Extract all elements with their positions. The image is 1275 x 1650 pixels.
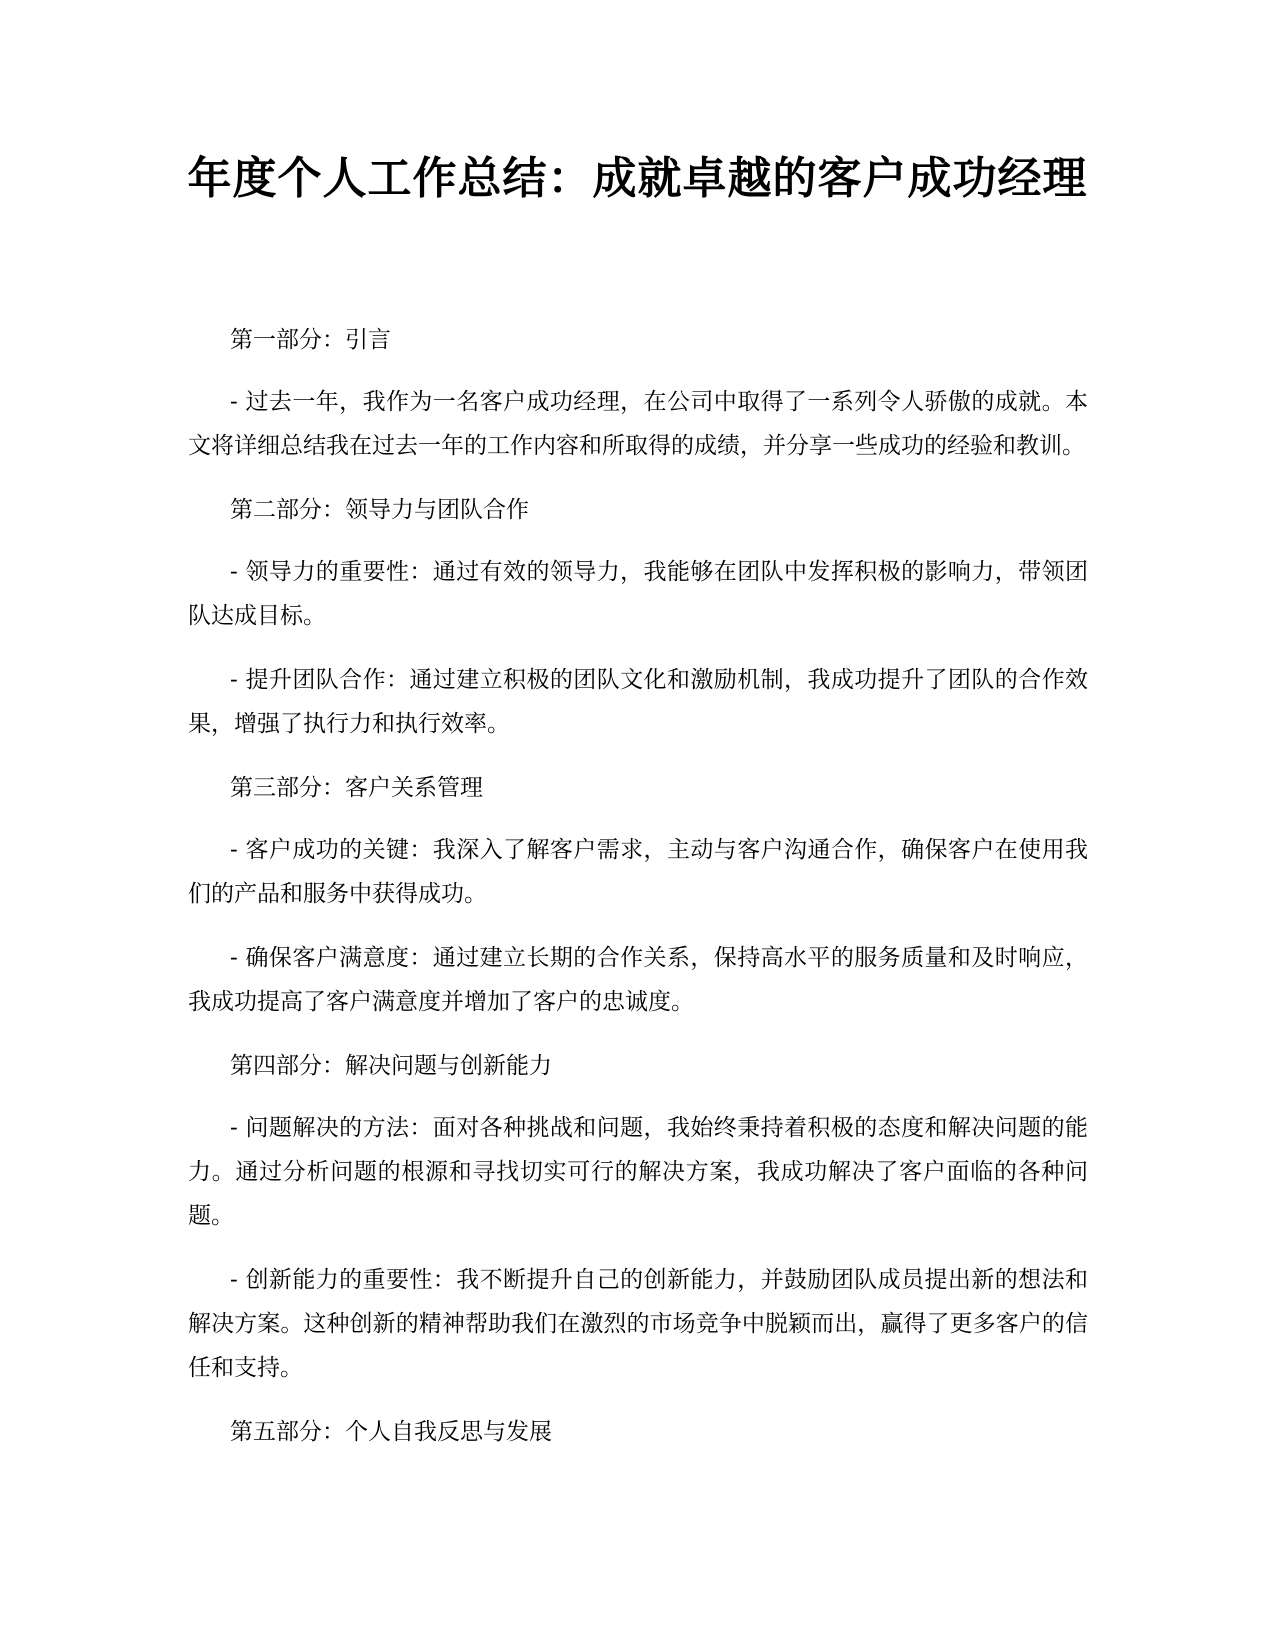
paragraph: - 过去一年，我作为一名客户成功经理，在公司中取得了一系列令人骄傲的成就。本文将详细总结我在过去一年的工作内容和所取得的成绩，并分享一些成功的经验和教训。 — [188, 389, 1088, 459]
section-heading: 第五部分：个人自我反思与发展 — [230, 1419, 552, 1445]
paragraph: - 领导力的重要性：通过有效的领导力，我能够在团队中发挥积极的影响力，带领团队达成目标。 — [188, 559, 1088, 629]
document-title: 年度个人工作总结：成就卓越的客户成功经理 — [187, 153, 1088, 204]
section-heading: 第四部分：解决问题与创新能力 — [230, 1053, 552, 1079]
paragraph: - 创新能力的重要性：我不断提升自己的创新能力，并鼓励团队成员提出新的想法和解决方案。这种创新的精神帮助我们在激烈的市场竞争中脱颖而出，赢得了更多客户的信任和支持。 — [188, 1267, 1088, 1381]
paragraph: - 确保客户满意度：通过建立长期的合作关系，保持高水平的服务质量和及时响应，我成功提高了客户满意度并增加了客户的忠诚度。 — [188, 945, 1088, 1015]
section-heading: 第三部分：客户关系管理 — [230, 775, 483, 801]
document-body — [188, 318, 1088, 1472]
section-heading: 第一部分：引言 — [230, 327, 391, 353]
paragraph: - 客户成功的关键：我深入了解客户需求，主动与客户沟通合作，确保客户在使用我们的产品和服务中获得成功。 — [188, 837, 1088, 907]
section-heading: 第二部分：领导力与团队合作 — [230, 497, 529, 523]
paragraph: - 问题解决的方法：面对各种挑战和问题，我始终秉持着积极的态度和解决问题的能力。通过分析问题的根源和寻找切实可行的解决方案，我成功解决了客户面临的各种问题。 — [188, 1115, 1088, 1229]
paragraph: - 提升团队合作：通过建立积极的团队文化和激励机制，我成功提升了团队的合作效果，增强了执行力和执行效率。 — [188, 667, 1088, 737]
